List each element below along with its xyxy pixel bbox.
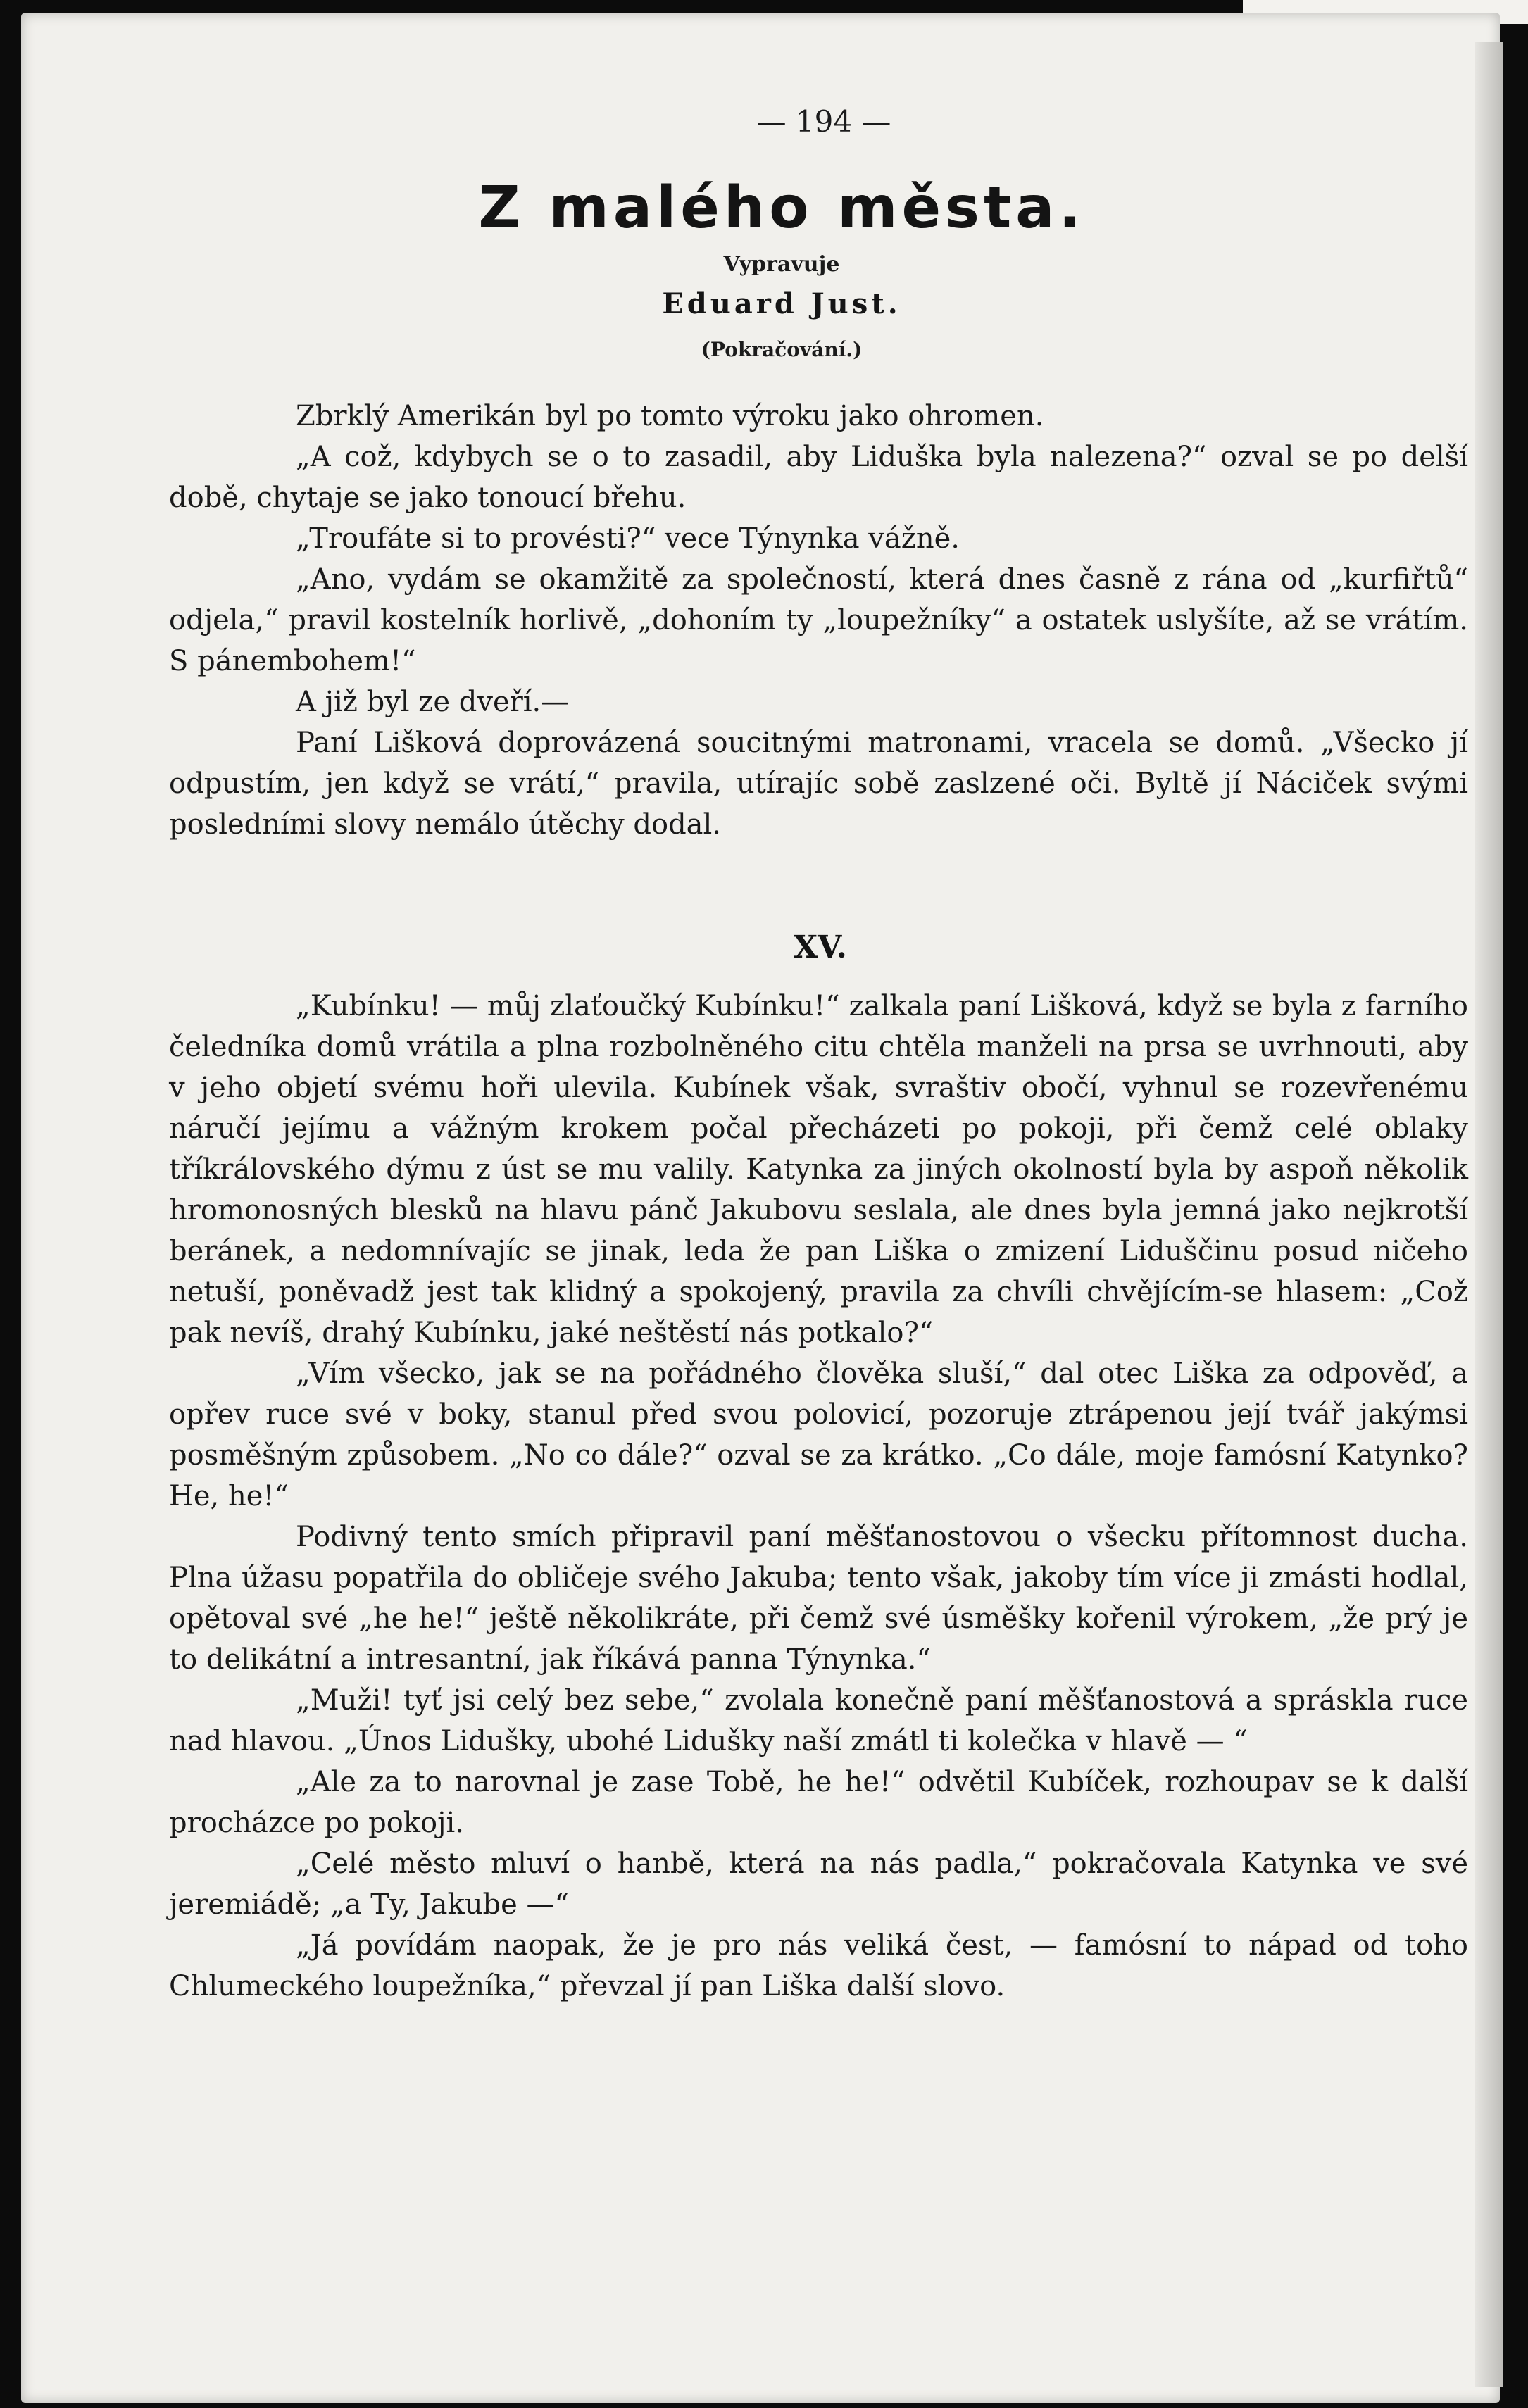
page-number: — 194 — bbox=[756, 104, 891, 139]
paragraph: „A což, kdybych se o to zasadil, aby Liduška byla nalezena?“ ozval se po delší době, chytaje se jako tonoucí břehu. bbox=[169, 441, 1468, 514]
chapter-heading: XV. bbox=[794, 929, 847, 965]
paragraph: „Muži! tyť jsi celý bez sebe,“ zvolala konečně paní měšťanostová a spráskla ruce nad hlavou. „Únos Lidušky, ubohé Lidušky naší zmátl ti kolečka v hlavě — “ bbox=[169, 1684, 1468, 1757]
paragraph: „Ale za to narovnal je zase Tobě, he he!“ odvětil Kubíček, rozhoupav se k další procházce po pokoji. bbox=[169, 1766, 1468, 1839]
paragraph: A již byl ze dveří.— bbox=[296, 686, 570, 718]
author-name: Eduard Just. bbox=[662, 287, 901, 320]
paragraph: „Kubínku! — můj zlaťoučký Kubínku!“ zalkala paní Lišková, když se byla z farního čeledníka domů vrátila a plna rozbolněného citu chtěla manželi na prsa se uvrhnouti, aby v jeho objetí svému hoři ulevila. Kubínek však, svraštiv obočí, vyhnul se rozevřenému náručí jejímu a vážným krokem počal přecházeti po pokoji, při čemž celé oblaky tříkrálovského dýmu z úst se mu valily. Katynka za jiných okolností byla by aspoň několik hromonosných blesků na hlavu pánč Jakubovu seslala, ale dnes byla jemná jako nejkrotší beránek, a nedomnívajíc se jinak, leda že pan Liška o zmizení Liduščinu posud ničeho netuší, poněvadž jest tak klidný a spokojený, pravila za chvíli chvějícím-se hlasem: „Což pak nevíš, drahý Kubínku, jaké neštěstí nás potkalo?“ bbox=[169, 990, 1468, 1349]
story-title: Z malého města. bbox=[478, 175, 1085, 242]
paragraph: „Celé město mluví o hanbě, která na nás padla,“ pokračovala Katynka ve své jeremiádě; „a Ty, Jakube —“ bbox=[169, 1848, 1468, 1921]
byline-label: Vypravuje bbox=[723, 252, 840, 277]
paragraph: „Já povídám naopak, že je pro nás veliká čest, — famósní to nápad od toho Chlumeckého loupežníka,“ převzal jí pan Liška další slovo. bbox=[169, 1929, 1468, 2002]
paragraph: Paní Lišková doprovázená soucitnými matronami, vracela se domů. „Všecko jí odpustím, jen když se vrátí,“ pravila, utírajíc sobě zaslzené oči. Byltě jí Náciček svými posledními slovy nemálo útěchy dodal. bbox=[169, 727, 1468, 841]
paragraph: „Ano, vydám se okamžitě za společností, která dnes časně z rána od „kurfiřtů“ odjela,“ pravil kostelník horlivě, „dohoním ty „loupežníky“ a ostatek uslyšíte, až se vrátím. S pánembohem!“ bbox=[169, 563, 1468, 677]
page-edge-shadow bbox=[1475, 42, 1503, 2387]
paragraph: „Troufáte si to provésti?“ vece Týnynka vážně. bbox=[296, 522, 960, 555]
paragraph: „Vím všecko, jak se na pořádného člověka sluší,“ dal otec Liška za odpověď, a opřev ruce své v boky, stanul před svou polovicí, pozoruje ztrápenou její tvář jakýmsi posměšným způsobem. „No co dále?“ ozval se za krátko. „Co dále, moje famósní Katynko? He, he!“ bbox=[169, 1357, 1468, 1512]
continuation-note: (Pokračování.) bbox=[701, 338, 863, 361]
paragraph: Zbrklý Amerikán byl po tomto výroku jako ohromen. bbox=[296, 400, 1044, 432]
paragraph: Podivný tento smích připravil paní měšťanostovou o všecku přítomnost ducha. Plna úžasu popatřila do obličeje svého Jakuba; tento však, jakoby tím více ji zmásti hodlal, opětoval své „he he!“ ještě několikráte, při čemž své úsměšky kořenil výrokem, „že prý je to delikátní a intresantní, jak říkává panna Týnynka.“ bbox=[169, 1521, 1468, 1676]
section-2-text bbox=[169, 986, 1468, 2007]
section-1-text bbox=[169, 396, 1468, 845]
